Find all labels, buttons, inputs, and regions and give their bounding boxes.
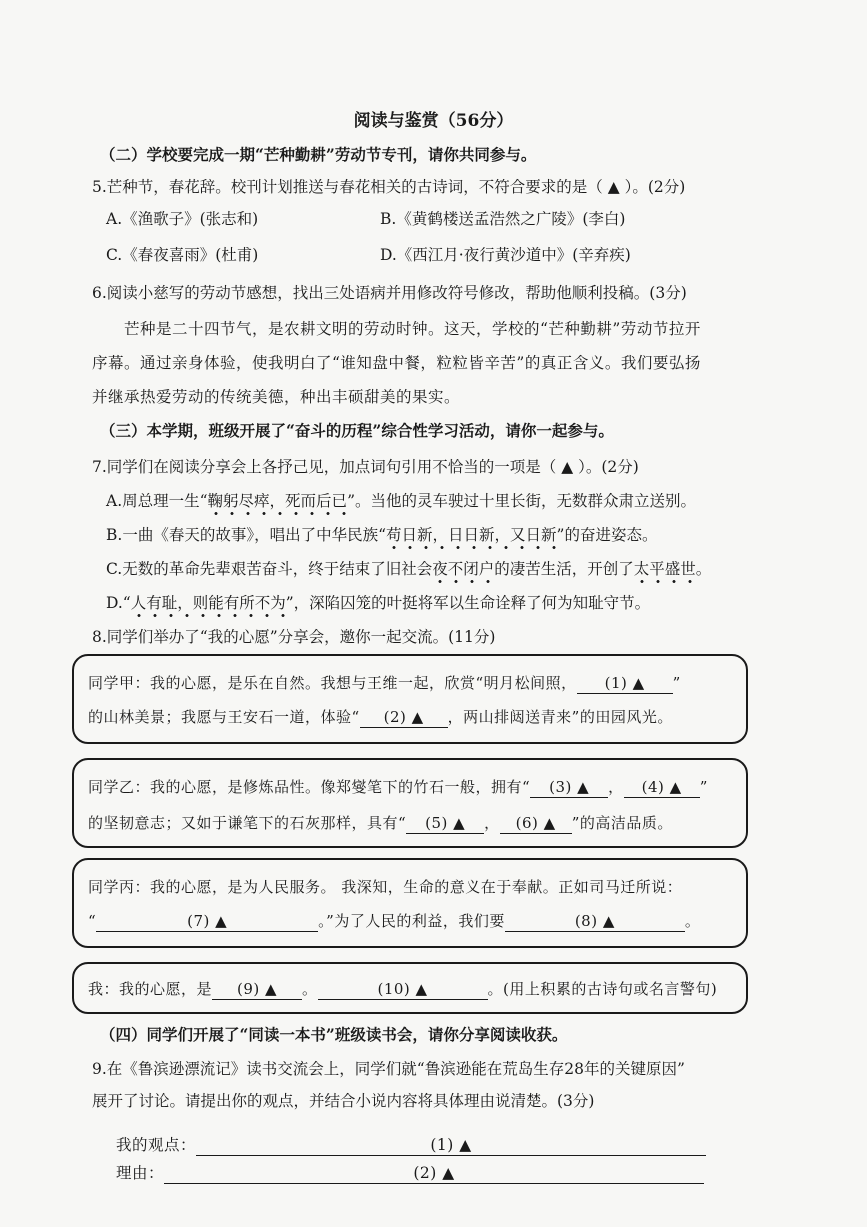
q6-passage-line-2: 序幕。通过亲身体验，使我明白了“谁知盘中餐，粒粒皆辛苦”的真正含义。我们要弘扬 — [92, 354, 701, 372]
wish-box-student-c — [72, 858, 748, 948]
q7-option-c: C.无数的革命先辈艰苦奋斗，终于结束了旧社会夜不闭户的凄苦生活，开创了太平盛世。 — [106, 558, 711, 580]
box1-line-1: 同学甲：我的心愿，是乐在自然。我想与王维一起，欣赏“明月松间照， (1) ▲ ” — [88, 674, 681, 692]
q7-a-dotted-text: 鞠躬尽瘁，死而后已 — [208, 492, 348, 516]
q7-stem: 7.同学们在阅读分享会上各抒己见，加点词句引用不恰当的一项是（ ▲ ）。(2分) — [92, 458, 639, 476]
q7-d-dotted-text: 人有耻，则能有所不为 — [131, 594, 286, 618]
q9-stem-line-1: 9.在《鲁滨逊漂流记》读书交流会上，同学们就“鲁滨逊能在荒岛生存28年的关键原因” — [92, 1060, 685, 1078]
blank-2[interactable]: (2) ▲ — [360, 707, 448, 728]
box2-line-2: 的坚韧意志；又如于谦笔下的石灰那样，具有“ (5) ▲ ， (6) ▲ ”的高洁品质。 — [88, 814, 673, 832]
q8-stem: 8.同学们举办了“我的心愿”分享会，邀你一起交流。(11分) — [92, 628, 496, 646]
wish-box-student-a — [72, 654, 748, 744]
q6-passage-line-3: 并继承热爱劳动的传统美德，种出丰硕甜美的果实。 — [92, 388, 461, 406]
blank-reason[interactable]: (2) ▲ — [164, 1163, 704, 1184]
blank-3[interactable]: (3) ▲ — [530, 777, 608, 798]
q7-option-a: A.周总理一生“鞠躬尽瘁，死而后已”。当他的灵车驶过十里长街，无数群众肃立送别。 — [106, 490, 696, 512]
view-label: 我的观点： — [116, 1136, 197, 1154]
q5-option-b: B.《黄鹤楼送孟浩然之广陵》(李白) — [380, 210, 626, 228]
blank-6[interactable]: (6) ▲ — [500, 813, 572, 834]
blank-8[interactable]: (8) ▲ — [505, 911, 685, 932]
q7-option-d: D.“人有耻，则能有所不为”，深陷囚笼的叶挺将军以生命诠释了何为知耻守节。 — [106, 592, 650, 614]
q7-b-dotted-text: 苟日新，日日新，又日新 — [386, 526, 557, 550]
q7-c-dotted-text-2: 太平盛世 — [634, 560, 696, 584]
section-3-heading: （三）本学期，班级开展了“奋斗的历程”综合性学习活动，请你一起参与。 — [100, 421, 614, 440]
blank-10[interactable]: (10) ▲ — [318, 979, 488, 1000]
q6-stem: 6.阅读小慈写的劳动节感想，找出三处语病并用修改符号修改，帮助他顺利投稿。(3分) — [92, 284, 687, 302]
box2-line-1: 同学乙：我的心愿，是修炼品性。像郑燮笔下的竹石一般，拥有“ (3) ▲ ， (4) ▲ ” — [88, 778, 708, 796]
box1-line-2: 的山林美景；我愿与王安石一道，体验“ (2) ▲ ，两山排闼送青来”的田园风光。 — [88, 708, 673, 726]
blank-5[interactable]: (5) ▲ — [406, 813, 484, 834]
reason-label: 理由： — [116, 1164, 165, 1182]
q9-stem-line-2: 展开了讨论。请提出你的观点，并结合小说内容将具体理由说清楚。(3分) — [92, 1092, 595, 1110]
q5-option-a: A.《渔歌子》(张志和) — [106, 210, 259, 228]
section-2-heading: （二）学校要完成一期“芒种勤耕”劳动节专刊，请你共同参与。 — [100, 145, 537, 164]
q5-stem: 5.芒种节，春花辞。校刊计划推送与春花相关的古诗词，不符合要求的是（ ▲ ）。(2分) — [92, 178, 686, 196]
q9-view-row — [116, 1134, 706, 1156]
blank-7[interactable]: (7) ▲ — [96, 911, 318, 932]
section-4-heading: （四）同学们开展了“同读一本书”班级读书会，请你分享阅读收获。 — [100, 1025, 568, 1044]
wish-box-student-b — [72, 758, 748, 848]
blank-4[interactable]: (4) ▲ — [624, 777, 700, 798]
q7-option-b: B.一曲《春天的故事》，唱出了中华民族“苟日新，日日新，又日新”的奋进姿态。 — [106, 524, 657, 546]
box3-line-2: “ (7) ▲ 。”为了人民的利益，我们要 (8) ▲ 。 — [88, 912, 701, 930]
q9-reason-row — [116, 1162, 704, 1184]
blank-9[interactable]: (9) ▲ — [212, 979, 302, 1000]
q5-option-c: C.《春夜喜雨》(杜甫) — [106, 246, 259, 264]
q6-passage-line-1: 芒种是二十四节气，是农耕文明的劳动时钟。这天，学校的“芒种勤耕”劳动节拉开 — [124, 320, 701, 338]
blank-1[interactable]: (1) ▲ — [577, 673, 673, 694]
q5-option-d: D.《西江月·夜行黄沙道中》(辛弃疾) — [380, 246, 631, 264]
q7-c-dotted-text-1: 夜不闭户 — [432, 560, 494, 584]
box4-line: 我：我的心愿，是 (9) ▲ 。 (10) ▲ 。(用上积累的古诗句或名言警句) — [88, 980, 718, 998]
page-title: 阅读与鉴赏（56分） — [353, 111, 514, 131]
blank-view[interactable]: (1) ▲ — [196, 1135, 706, 1156]
box3-line-1: 同学丙：我的心愿，是为人民服务。 我深知，生命的意义在于奉献。正如司马迁所说： — [88, 878, 683, 896]
